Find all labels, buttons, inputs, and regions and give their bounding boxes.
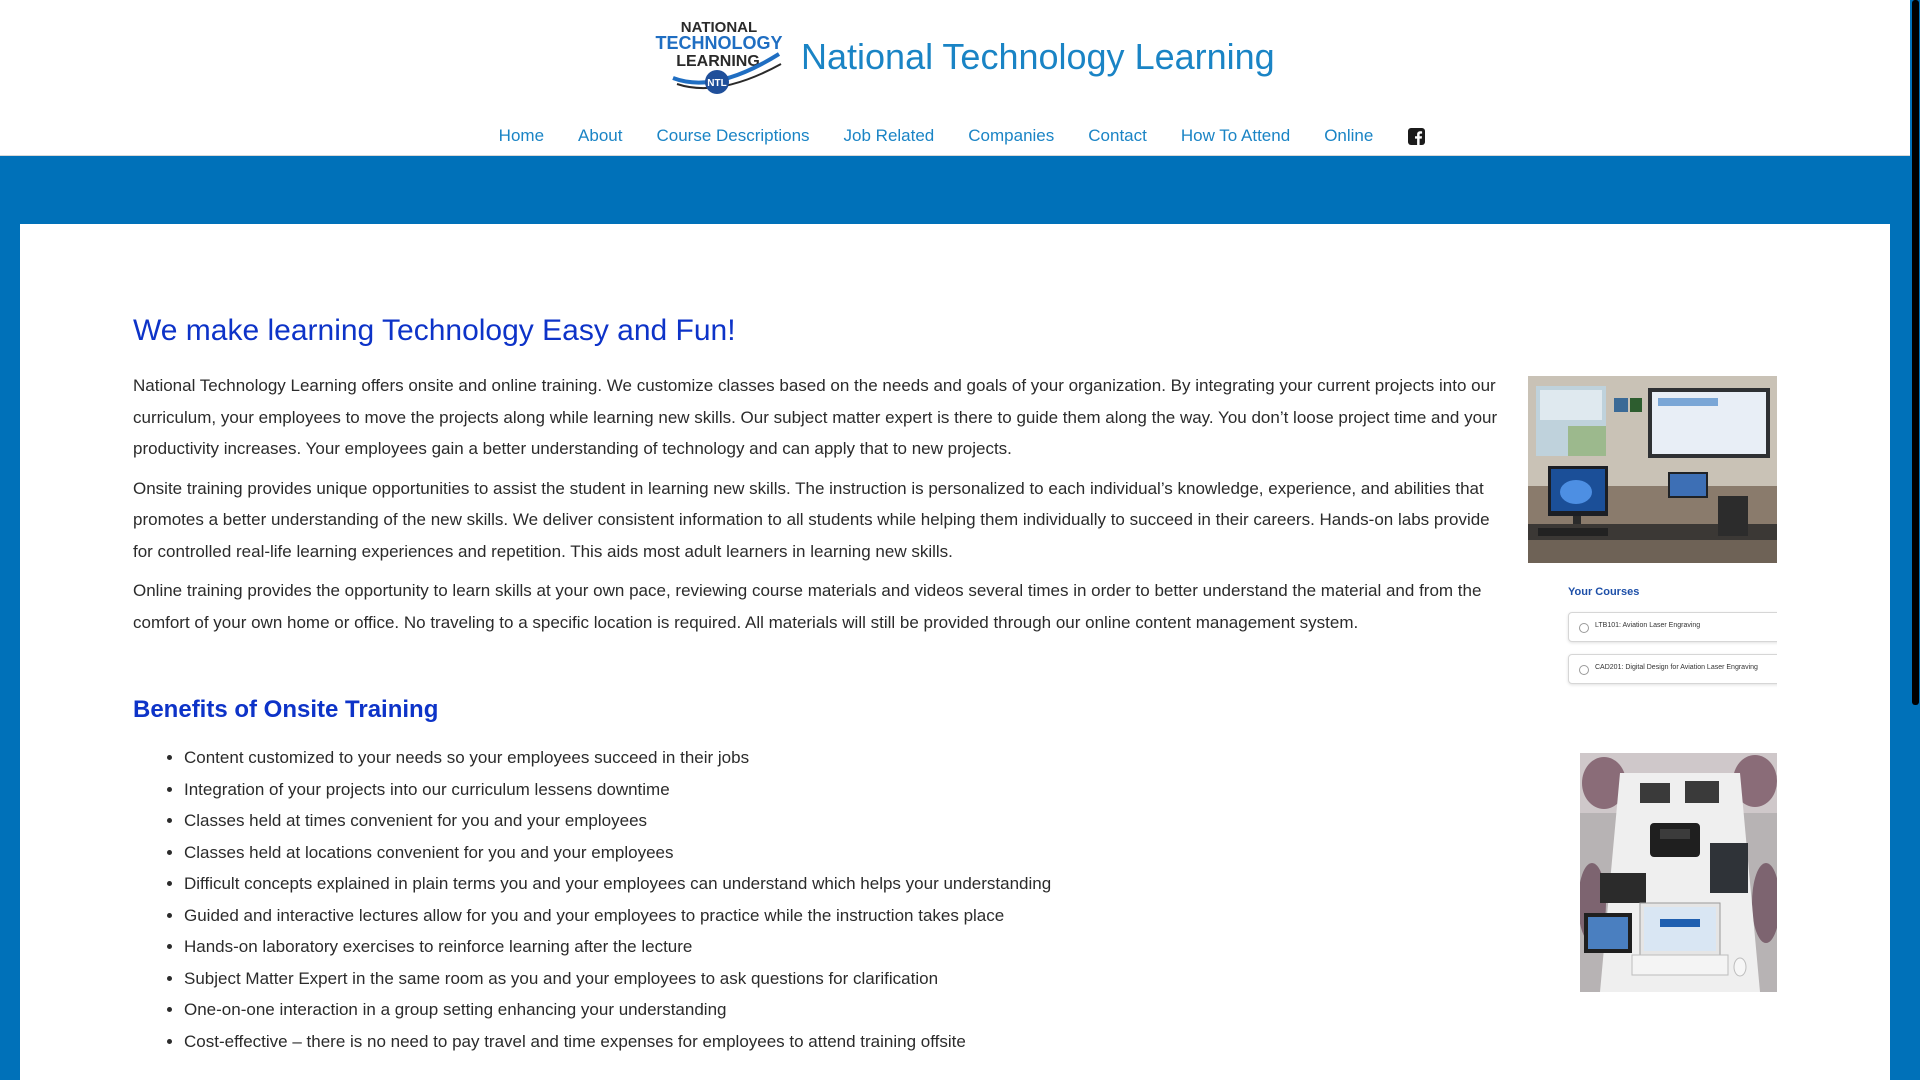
benefits-list (133, 742, 1513, 1057)
logo-text-learning: LEARNING (676, 53, 760, 70)
list-item: • Difficult concepts explained in plain terms you and your employees can understand which helps your understanding (184, 868, 1513, 900)
nav-item-contact[interactable]: Contact (1088, 126, 1147, 145)
list-item: • Classes held at locations convenient for you and your employees (184, 837, 1513, 869)
training-table-photo-drawing (1580, 753, 1777, 992)
onsite-paragraph: Onsite training provides unique opportunities to assist the student in learning new skills. The instruction is personalized to each individual’s knowledge, experience, and abilities that promotes a better understanding of the new skills. We deliver consistent information to all students while helping them individually to succeed in their careers. Hands-on labs provide for controlled real-life learning experiences and repetition. This aids most adult learners in learning new skills. (133, 478, 1490, 561)
benefits-heading: Benefits of Onsite Training (133, 696, 439, 723)
nav-item-online[interactable]: Online (1324, 126, 1374, 145)
training-table-photo (1580, 753, 1777, 992)
logo-text-national: NATIONAL (680, 19, 758, 36)
online-paragraph: Online training provides the opportunity to learn skills at your own pace, reviewing course materials and videos several times in order to better understand the material and from the comfort of your own home or office. No traveling to a specific location is required. All materials will still be provided through our online content management system. (133, 581, 1482, 632)
list-item: • Content customized to your needs so your employees succeed in their jobs (184, 742, 1513, 774)
content-area (20, 224, 1890, 1080)
logo-text-ntl: NTL (707, 78, 727, 89)
site-title: National Technology Learning (801, 36, 1275, 77)
course-item-label: CAD201: Digital Design for Aviation Laser Engraving (1595, 664, 1758, 671)
site-header (0, 0, 1910, 156)
your-courses-screenshot (1542, 572, 1777, 697)
nav-item-course-descriptions[interactable]: Course Descriptions (656, 126, 810, 145)
nav-item-how-to-attend[interactable]: How To Attend (1180, 126, 1291, 145)
main-nav-list (482, 126, 1426, 146)
radio-icon (1579, 665, 1589, 675)
site-logo (655, 14, 783, 100)
nav-item-companies[interactable]: Companies (968, 126, 1055, 145)
list-item: • Guided and interactive lectures allow for you and your employees to practice while the instruction takes place (184, 900, 1513, 932)
classroom-photo-drawing (1528, 376, 1777, 563)
main-nav (0, 118, 1910, 154)
nav-item-job-related[interactable]: Job Related (843, 126, 935, 145)
course-item (1568, 654, 1777, 684)
scrollbar-thumb[interactable] (1912, 0, 1919, 705)
classroom-photo (1528, 376, 1777, 563)
list-item: • Subject Matter Expert in the same room as you and your employees to ask questions for clarification (184, 963, 1513, 995)
list-item: • Classes held at times convenient for you and your employees (184, 805, 1513, 837)
nav-item-about[interactable]: About (578, 126, 623, 145)
list-item: • One-on-one interaction in a group setting enhancing your understanding (184, 994, 1513, 1026)
course-item (1568, 612, 1777, 642)
list-item: • Cost-effective – there is no need to pay travel and time expenses for employees to attend training offsite (184, 1026, 1513, 1058)
radio-icon (1579, 623, 1589, 633)
page-title: We make learning Technology Easy and Fun! (133, 314, 736, 347)
nav-item-home[interactable]: Home (498, 126, 545, 145)
list-item: • Hands-on laboratory exercises to reinforce learning after the lecture (184, 931, 1513, 963)
intro-paragraph: National Technology Learning offers onsite and online training. We customize classes based on the needs and goals of your organization. By integrating your current projects into our curriculum, your employees to move the projects along while learning new skills. Our subject matter expert is there to guide them along the way. You don’t loose project time and your productivity increases. Your employees gain a better understanding of technology and can apply that to new projects. (133, 376, 1498, 458)
list-item: • Integration of your projects into our curriculum lessens downtime (184, 774, 1513, 806)
courses-title: Your Courses (1568, 586, 1640, 598)
course-item-label: LTB101: Aviation Laser Engraving (1595, 622, 1701, 629)
logo-text-technology: TECHNOLOGY (655, 33, 783, 53)
facebook-square-icon[interactable] (1408, 128, 1425, 145)
main-content (133, 314, 1513, 1057)
site-brand-link[interactable] (655, 14, 1275, 100)
